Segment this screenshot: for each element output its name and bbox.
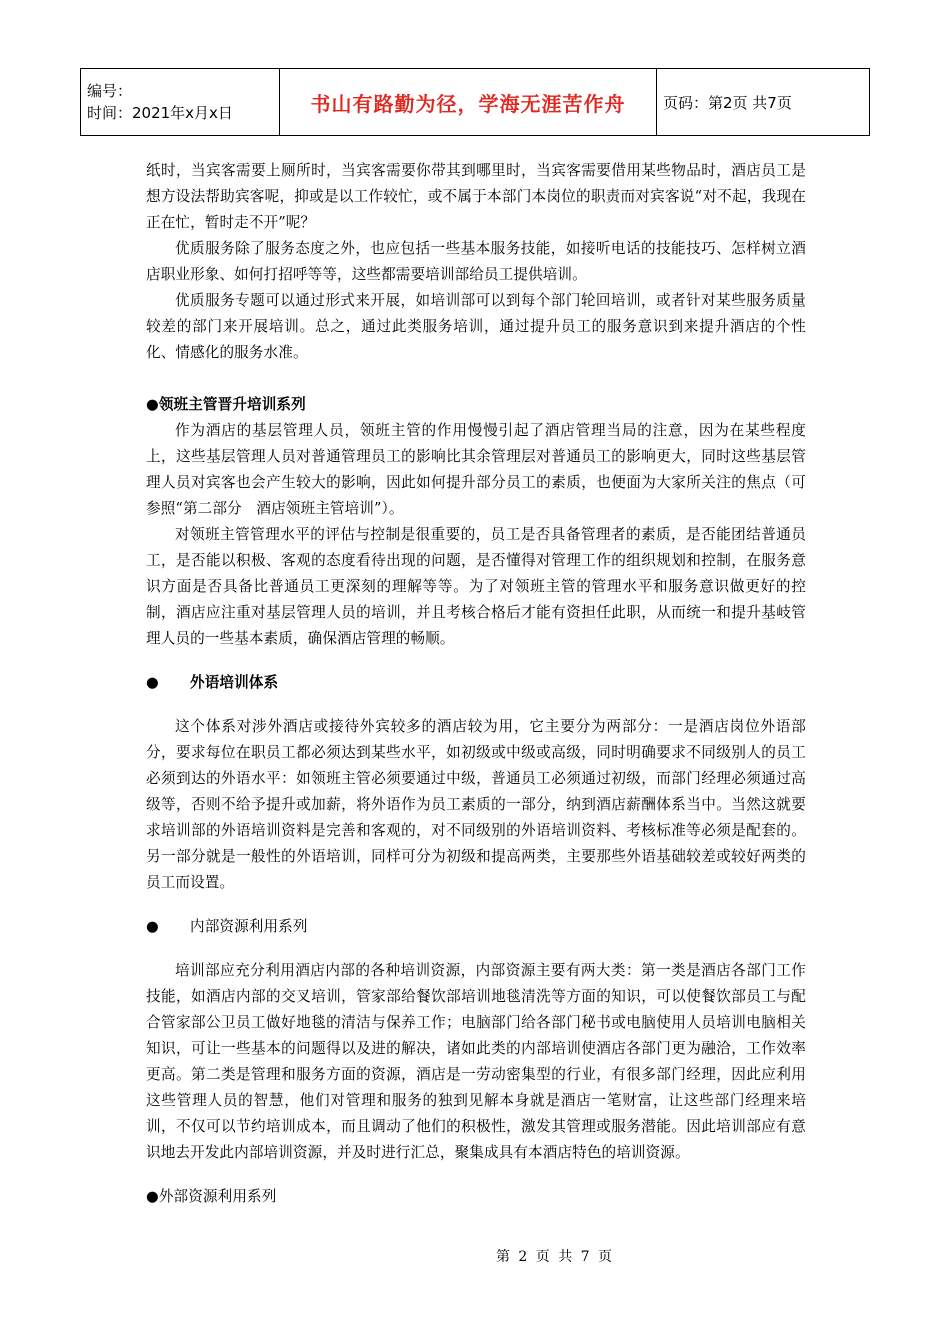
document-body	[146, 158, 806, 1210]
paragraph: 优质服务专题可以通过形式来开展，如培训部可以到每个部门轮回培训，或者针对某些服务质量较差的部门来开展培训。总之，通过此类服务培训，通过提升员工的服务意识到来提升酒店的个性化、情感化的服务水准。	[146, 292, 806, 361]
section-title: 内部资源利用系列	[190, 918, 308, 935]
paragraph: 对领班主管管理水平的评估与控制是很重要的，员工是否具备管理者的素质，是否能团结普通员工，是否能以积极、客观的态度看待出现的问题，是否懂得对管理工作的组织规划和控制，在服务意识方面是否具备比普通员工更深刻的理解等等。为了对领班主管的管理水平和服务意识做更好的控制，酒店应注重对基层管理人员的培训，并且考核合格后才能有资担任此职，从而统一和提升基岐管理人员的一些基本素质，确保酒店管理的畅顺。	[146, 526, 806, 647]
paragraph: 培训部应充分利用酒店内部的各种培训资源，内部资源主要有两大类：第一类是酒店各部门工作技能，如酒店内部的交叉培训，管家部给餐饮部培训地毯清洗等方面的知识，可以使餐饮部员工与配合管家部公卫员工做好地毯的清洁与保养工作；电脑部门给各部门秘书或电脑使用人员培训电脑相关知识，可让一些基本的问题得以及进的解决，诸如此类的内部培训使酒店各部门更为融洽，工作效率更高。第二类是管理和服务方面的资源，酒店是一劳动密集型的行业，有很多部门经理，因此应利用这些管理人员的智慧，他们对管理和服务的独到见解本身就是酒店一笔财富，让这些部门经理来培训，不仅可以节约培训成本，而且调动了他们的积极性，激发其管理或服务潜能。因此培训部应有意识地去开发此内部培训资源，并及时进行汇总，聚集成具有本酒店特色的培训资源。	[146, 962, 806, 1161]
section-heading-internal-resources	[146, 914, 806, 940]
bullet-icon: ●	[146, 674, 159, 691]
header-motto: 书山有路勤为径，学海无涯苦作舟	[280, 69, 657, 136]
section-title: 外部资源利用系列	[158, 1188, 277, 1205]
paragraph: 优质服务除了服务态度之外，也应包括一些基本服务技能，如接听电话的技能技巧、怎样树立酒店职业形象、如何打招呼等等，这些都需要培训部给员工提供培训。	[146, 240, 806, 283]
section-heading-supervisor-training	[146, 392, 806, 418]
paragraph: 纸时，当宾客需要上厕所时，当宾客需要你带其到哪里时，当宾客需要借用某些物品时，酒店员工是想方设法帮助宾客呢，抑或是以工作较忙，或不属于本部门本岗位的职责而对宾客说“对不起，我现在正在忙，暂时走不开”呢？	[146, 162, 806, 231]
paragraph: 这个体系对涉外酒店或接待外宾较多的酒店较为用，它主要分为两部分：一是酒店岗位外语部分，要求每位在职员工都必须达到某些水平，如初级或中级或高级，同时明确要求不同级别人的员工必须到达的外语水平：如领班主管必须要通过中级，普通员工必须通过初级，而部门经理必须通过高级等，否则不给予提升或加薪，将外语作为员工素质的一部分，纳到酒店薪酬体系当中。当然这就要求培训部的外语培训资料是完善和客观的，对不同级别的外语培训资料、考核标准等必须是配套的。另一部分就是一般性的外语培训，同样可分为初级和提高两类，主要那些外语基础较差或较好两类的员工而设置。	[146, 718, 806, 891]
document-number-label: 编号：	[87, 82, 133, 100]
paragraph: 作为酒店的基层管理人员，领班主管的作用慢慢引起了酒店管理当局的注意，因为在某些程度上，这些基层管理人员对普通管理员工的影响比其余管理层对普通员工的影响更大，同时这些基层管理人员对宾客也会产生较大的影响，因此如何提升部分员工的素质，也便面为大家所关注的焦点（可参照“第二部分 酒店领班主管培训”）。	[146, 422, 806, 517]
page-header	[80, 68, 870, 136]
section-title: 外语培训体系	[190, 674, 279, 691]
document-date-label: 时间：2021年x月x日	[87, 104, 233, 122]
bullet-icon: ●	[146, 396, 159, 413]
page-footer: 第 2 页 共 7 页	[495, 1249, 615, 1265]
header-meta	[81, 69, 280, 136]
bullet-icon: ●	[146, 1188, 159, 1205]
header-page-number: 页码：第2页 共7页	[657, 69, 870, 136]
bullet-icon: ●	[146, 918, 159, 935]
section-heading-foreign-language	[146, 670, 806, 696]
section-title: 领班主管晋升培训系列	[158, 396, 306, 413]
section-heading-external-resources	[146, 1184, 806, 1210]
